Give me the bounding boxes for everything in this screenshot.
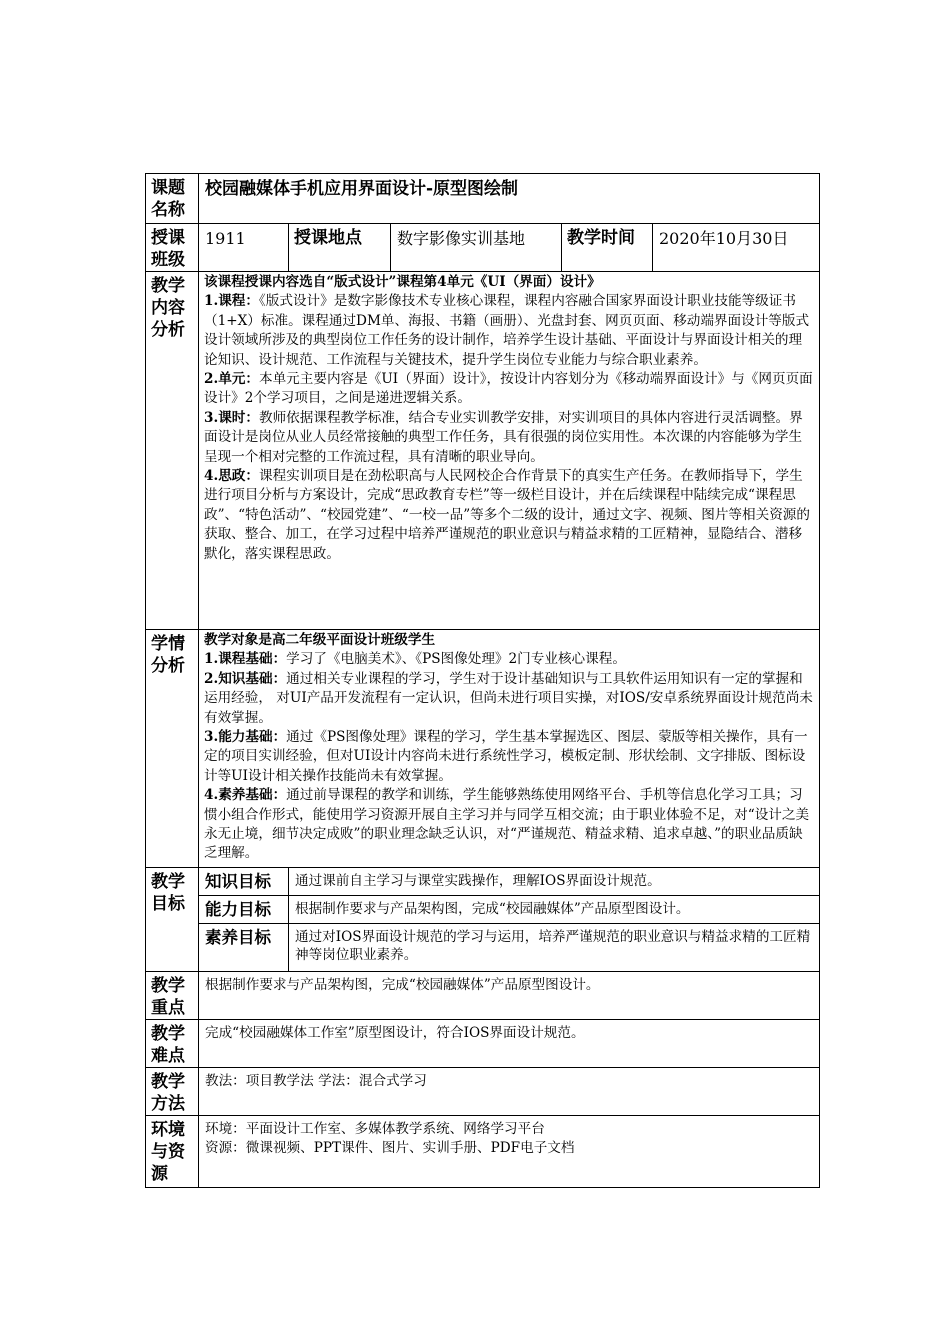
content-analysis-heading: 该课程授课内容选自“版式设计”课程第4单元《UI（界面）设计》 [204, 274, 601, 290]
student-analysis-heading: 教学对象是高二年级平面设计班级学生 [204, 632, 436, 648]
course-title-label: 课题名称 [146, 174, 199, 224]
class-info-row [146, 224, 820, 272]
key-points-label: 教学重点 [146, 971, 199, 1019]
resource-line: 资源：微课视频、PPT课件、图片、实训手册、PDF电子文档 [205, 1139, 575, 1156]
time-value: 2020年10月30日 [653, 224, 820, 272]
course-title-value: 校园融媒体手机应用界面设计-原型图绘制 [199, 174, 820, 224]
methods-label: 教学方法 [146, 1067, 199, 1115]
methods-row [146, 1067, 820, 1115]
student-item: 3.能力基础：通过《PS图像处理》课程的学习，学生基本掌握选区、图层、蒙版等相关操作，具有一定的项目实训经验，但对UI设计内容尚未进行系统性学习，模板定制、形状绘制、文字排版、图标设计等UI设计相关操作技能尚未有效掌握。 [204, 729, 808, 784]
environment-row [146, 1115, 820, 1187]
student-item: 2.知识基础：通过相关专业课程的学习，学生对于设计基础知识与工具软件运用知识有一定的掌握和运用经验， 对UI产品开发流程有一定认识，但尚未进行项目实操，对IOS/安卓系统界面设计规范尚未有效掌握。 [204, 670, 813, 726]
content-item: 4.思政：课程实训项目是在劲松职高与人民网校企合作背景下的真实生产任务。在教师指导下，学生进行项目分析与方案设计，完成“思政教育专栏”等一级栏目设计，并在后续课程中陆续完成“课程思政”、“特色活动”、“校园党建”、“一校一品”等多个二级的设计，通过文字、视频、图片等相关资源的获取、整合、加工，在学习过程中培养严谨规范的职业意识与精益求精的工匠精神，显隐结合、潜移默化，落实课程思政。 [204, 468, 810, 562]
key-points-text: 根据制作要求与产品架构图，完成“校园融媒体”产品原型图设计。 [199, 971, 820, 1019]
student-analysis-body [199, 630, 820, 868]
goal-row [146, 895, 820, 923]
student-item: 1.课程基础：学习了《电脑美术》、《PS图像处理》2门专业核心课程。 [204, 651, 626, 668]
content-analysis-row [146, 272, 820, 630]
course-title-row [146, 174, 820, 224]
environment-body [199, 1115, 820, 1187]
class-label: 授课班级 [146, 224, 199, 272]
difficulties-label: 教学难点 [146, 1019, 199, 1067]
difficulties-row [146, 1019, 820, 1067]
literacy-goal-text: 通过对IOS界面设计规范的学习与运用，培养严谨规范的职业意识与精益求精的工匠精神等岗位职业素养。 [289, 923, 820, 971]
student-analysis-row [146, 630, 820, 868]
environment-line: 环境：平面设计工作室、多媒体教学系统、网络学习平台 [205, 1120, 545, 1137]
difficulties-text: 完成“校园融媒体工作室”原型图设计，符合IOS界面设计规范。 [199, 1019, 820, 1067]
student-analysis-label: 学情分析 [146, 630, 199, 868]
goal-row [146, 923, 820, 971]
lesson-plan-table [145, 173, 820, 1188]
content-item: 1.课程：《版式设计》是数字影像技术专业核心课程，课程内容融合国家界面设计职业技能等级证书（1+X）标准。课程通过DM单、海报、书籍（画册）、光盘封套、网页页面、移动端界面设计等版式设计领域所涉及的典型岗位工作任务的设计制作，培养学生设计基础、平面设计与界面设计相关的理论知识、设计规范、工作流程与关键技术，提升学生岗位专业能力与综合职业素养。 [204, 293, 810, 368]
goal-row [146, 867, 820, 895]
content-analysis-body [199, 272, 820, 630]
ability-goal-label: 能力目标 [199, 895, 289, 923]
class-value: 1911 [199, 224, 289, 272]
methods-text: 教法：项目教学法 学法：混合式学习 [199, 1067, 820, 1115]
key-points-row [146, 971, 820, 1019]
student-item: 4.素养基础：通过前导课程的教学和训练，学生能够熟练使用网络平台、手机等信息化学习工具；习惯小组合作形式，能使用学习资源开展自主学习并与同学互相交流；由于职业体验不足，对“设计之美永无止境，细节决定成败”的职业理念缺乏认识，对“严谨规范、精益求精、追求卓越、”的职业品质缺乏理解。 [204, 787, 810, 862]
content-item: 3.课时：教师依据课程教学标准，结合专业实训教学安排，对实训项目的具体内容进行灵活调整。界面设计是岗位从业人员经常接触的典型工作任务，具有很强的岗位实用性。本次课的内容能够为学生呈现一个相对完整的工作流过程，具有清晰的职业导向。 [204, 409, 803, 465]
content-item: 2.单元：本单元主要内容是《UI（界面）设计》，按设计内容划分为《移动端界面设计》与《网页页面设计》2个学习项目，之间是递进逻辑关系。 [204, 371, 813, 407]
knowledge-goal-label: 知识目标 [199, 867, 289, 895]
time-label: 教学时间 [562, 224, 653, 272]
ability-goal-text: 根据制作要求与产品架构图，完成“校园融媒体”产品原型图设计。 [289, 895, 820, 923]
place-label: 授课地点 [289, 224, 391, 272]
environment-label: 环境与资源 [146, 1115, 199, 1187]
literacy-goal-label: 素养目标 [199, 923, 289, 971]
knowledge-goal-text: 通过课前自主学习与课堂实践操作，理解IOS界面设计规范。 [289, 867, 820, 895]
teaching-goals-label: 教学目标 [146, 867, 199, 971]
content-analysis-label: 教学内容分析 [146, 272, 199, 630]
place-value: 数字影像实训基地 [391, 224, 562, 272]
